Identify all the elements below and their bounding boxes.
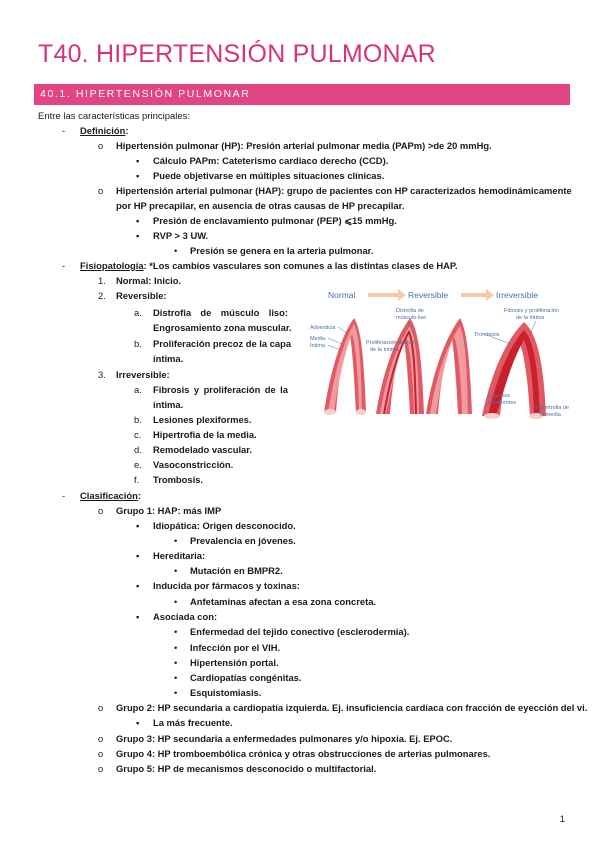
label-distrofia-1: Distrofia de xyxy=(396,308,424,314)
dot-marker: • xyxy=(174,626,178,637)
label-trombosis: Trombosis xyxy=(474,332,500,338)
definicion-heading xyxy=(80,125,128,137)
clasif-g1-her: Hereditaria: xyxy=(153,550,206,561)
fisio-heading-text: Fisiopatología xyxy=(80,260,144,271)
label-adventicia: Adventicia xyxy=(310,325,336,331)
clasif-g4: Grupo 4: HP tromboembólica crónica y otras obstrucciones de arterias pulmonares. xyxy=(116,748,491,759)
clasif-g1-aso-2: Infección por el VIH. xyxy=(190,642,281,653)
definicion-hap-sub2-dot: Presión se genera en la arteria pulmonar. xyxy=(190,245,374,256)
label-lesiones-1: Lesiones xyxy=(488,393,511,399)
definicion-hp: Hipertensión pulmonar (HP): Presión arterial pulmonar media (PAPm) >de 20 mmHg. xyxy=(116,140,492,151)
square-marker: ▪ xyxy=(136,717,140,728)
fisio-text: : *Los cambios vasculares son comunes a las distintas clases de HAP. xyxy=(143,260,458,271)
number-marker: 3. xyxy=(98,369,106,380)
dot-marker: • xyxy=(174,245,178,256)
clasif-g1: Grupo 1: HAP: más IMP xyxy=(116,505,222,516)
letter-marker: d. xyxy=(134,444,142,455)
fisio-irreversible: Irreversible: xyxy=(116,369,170,380)
circle-marker: o xyxy=(98,733,104,744)
dot-marker: • xyxy=(174,672,178,683)
clasif-g1-ind-dot: Anfetaminas afectan a esa zona concreta. xyxy=(190,596,377,607)
label-intima: Íntima xyxy=(310,343,325,349)
letter-marker: b. xyxy=(134,414,142,425)
dash-marker: - xyxy=(62,490,66,501)
dot-marker: • xyxy=(174,657,178,668)
square-marker: ▪ xyxy=(136,170,140,181)
square-marker: ▪ xyxy=(136,520,140,531)
label-fibrosis-2: de la íntima xyxy=(516,315,545,321)
definicion-hap-sub2: RVP > 3 UW. xyxy=(153,230,209,241)
clasif-g1-aso-3: Hipertensión portal. xyxy=(190,657,279,668)
clasif-g2-sub: La más frecuente. xyxy=(153,717,233,728)
definicion-hap-line2: por HP precapilar, en ausencia de otras causas de HP precapilar. xyxy=(116,200,405,211)
letter-marker: f. xyxy=(134,474,140,485)
definicion-hp-sub1: Cálculo PAPm: Cateterismo cardiaco derecho (CCD). xyxy=(153,155,389,166)
clasif-g1-aso-1: Enfermedad del tejido conectivo (esclerodermia). xyxy=(190,626,410,637)
square-marker: ▪ xyxy=(136,580,140,591)
clasif-g3: Grupo 3: HP secundaria a enfermedades pulmonares y/o hipoxia. Ej. EPOC. xyxy=(116,733,453,744)
fisio-rev-a-line1: Distrofia de músculo liso: xyxy=(153,307,288,318)
circle-marker: o xyxy=(98,763,104,774)
fisio-irr-a-line2: íntima. xyxy=(153,399,184,410)
square-marker: ▪ xyxy=(136,611,140,622)
label-hipertrofia-2: la media xyxy=(540,412,561,418)
fisio-irr-f: Trombosis. xyxy=(153,474,204,485)
clasif-g1-idio-dot: Prevalencia en jóvenes. xyxy=(190,535,296,546)
label-media: Media xyxy=(310,336,325,342)
square-marker: ▪ xyxy=(136,550,140,561)
clasif-g1-aso-5: Esquistomiasis. xyxy=(190,687,262,698)
label-fibrosis-1: Fibrosis y proliferación xyxy=(504,308,560,314)
clasif-heading xyxy=(80,490,141,502)
fisio-irr-d: Remodelado vascular. xyxy=(153,444,252,455)
vessel-reversible xyxy=(376,318,472,414)
clasif-heading-text: Clasificación xyxy=(80,490,138,501)
vascular-remodeling-figure xyxy=(304,284,572,424)
number-marker: 1. xyxy=(98,275,106,286)
section-header-label: 40.1. HIPERTENSIÓN PULMONAR xyxy=(40,88,251,100)
dot-marker: • xyxy=(174,687,178,698)
page-number: 1 xyxy=(559,814,565,825)
fisio-irr-b: Lesiones plexiformes. xyxy=(153,414,252,425)
dot-marker: • xyxy=(174,596,178,607)
dash-marker: - xyxy=(62,125,66,136)
clasif-g5: Grupo 5: HP de mecanismos desconocido o multifactorial. xyxy=(116,763,377,774)
circle-marker: o xyxy=(98,748,104,759)
clasif-g1-aso: Asociada con: xyxy=(153,611,218,622)
label-prolif-2: de la íntima xyxy=(370,347,399,353)
arrow-icon xyxy=(368,289,406,301)
clasif-g2: Grupo 2: HP secundaria a cardiopatía izquierda. Ej. insuficiencia cardíaca con fracción de eyección del vi. xyxy=(116,702,588,713)
letter-marker: b. xyxy=(134,338,142,349)
fisio-reversible: Reversible: xyxy=(116,290,167,301)
letter-marker: a. xyxy=(134,307,142,318)
fisio-irr-e: Vasoconstricción. xyxy=(153,459,234,470)
dot-marker: • xyxy=(174,535,178,546)
dash-marker: - xyxy=(62,260,66,271)
clasif-g1-her-dot: Mutación en BMPR2. xyxy=(190,565,283,576)
fisio-rev-a-line2: Engrosamiento zona muscular. xyxy=(153,322,292,333)
label-prolif-1: Proliferación precoz xyxy=(366,340,415,346)
dot-marker: • xyxy=(174,642,178,653)
figure-label-normal: Normal xyxy=(328,290,356,300)
figure-label-reversible: Reversible xyxy=(408,290,449,300)
fisio-rev-b-line1: Proliferación precoz de la capa xyxy=(153,338,292,349)
fisio-rev-b-line2: íntima. xyxy=(153,353,184,364)
definicion-hap-line1: Hipertensión arterial pulmonar (HAP): grupo de pacientes con HP caracterizados hemodinámicamente xyxy=(116,185,572,196)
clasif-g1-idio: Idiopática: Origen desconocido. xyxy=(153,520,296,531)
circle-marker: o xyxy=(98,702,104,713)
dot-marker: • xyxy=(174,565,178,576)
circle-marker: o xyxy=(98,505,104,516)
circle-marker: o xyxy=(98,140,104,151)
fisio-irr-c: Hipertrofia de la media. xyxy=(153,429,257,440)
label-hipertrofia-1: Hipertrofia de xyxy=(536,405,570,411)
vessel-normal xyxy=(324,318,366,415)
definicion-hap-sub1: Presión de enclavamiento pulmonar (PEP) ⩽15 mmHg. xyxy=(153,215,397,226)
fisio-normal: Normal: Inicio. xyxy=(116,275,182,286)
clasif-g1-ind: Inducida por fármacos y toxinas: xyxy=(153,580,300,591)
letter-marker: c. xyxy=(134,429,142,440)
number-marker: 2. xyxy=(98,290,106,301)
label-lesiones-2: plexiformes xyxy=(488,400,517,406)
page-title: T40. HIPERTENSIÓN PULMONAR xyxy=(38,40,436,68)
letter-marker: e. xyxy=(134,459,142,470)
definicion-colon: : xyxy=(125,125,129,136)
square-marker: ▪ xyxy=(136,230,140,241)
intro-text: Entre las características principales: xyxy=(38,111,191,122)
square-marker: ▪ xyxy=(136,155,140,166)
letter-marker: a. xyxy=(134,384,142,395)
definicion-hp-sub2: Puede objetivarse en múltiples situaciones clínicas. xyxy=(153,170,385,181)
definicion-heading-text: Definición xyxy=(80,125,126,136)
fisio-irr-a-line1: Fibrosis y proliferación de la xyxy=(153,384,288,395)
arrow-icon xyxy=(461,289,494,301)
clasif-g1-aso-4: Cardiopatías congénitas. xyxy=(190,672,302,683)
clasif-colon: : xyxy=(137,490,141,501)
square-marker: ▪ xyxy=(136,215,140,226)
figure-label-irreversible: Irreversible xyxy=(496,290,539,300)
label-distrofia-2: músculo liso xyxy=(396,315,427,321)
fisio-heading xyxy=(80,260,458,272)
circle-marker: o xyxy=(98,185,104,196)
